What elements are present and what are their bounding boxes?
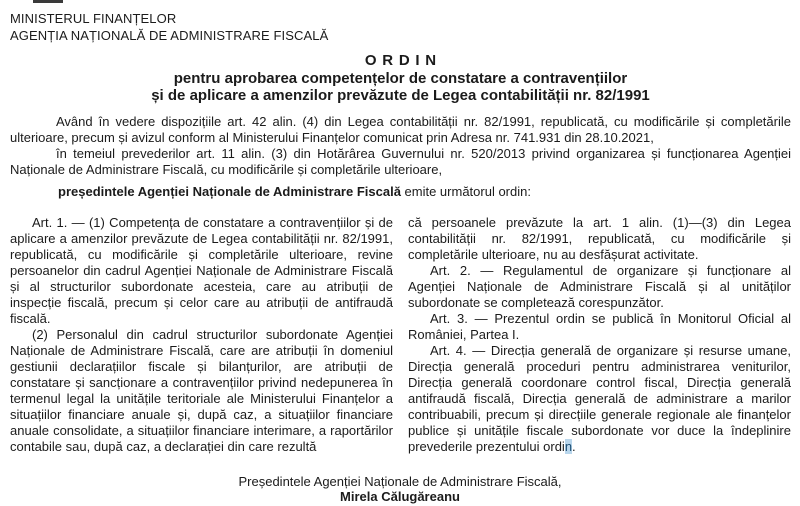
article-3-paragraph: Art. 3. — Prezentul ordin se publică în Monitorul Oficial al României, Partea I.: [408, 311, 791, 342]
scan-artifact: [33, 0, 63, 3]
signature-name: Mirela Călugăreanu: [340, 489, 460, 504]
issuer-ministry: MINISTERUL FINANȚELOR: [10, 11, 177, 26]
enacting-authority: președintele Agenției Naționale de Administrare Fiscală: [58, 184, 401, 199]
article-1-paragraph-2: (2) Personalul din cadrul structurilor subordonate Agenției Naționale de Administrare Fiscală, care are atribuții în domeniul gestiunii declarațiilor fiscale și bilanțurilor, are atribuții de constatare și sancționare a contravențiilor privind nedepunerea în termenul legal la unitățile teritoriale ale Ministerului Finanțelor a situațiilor financiare anuale și, după caz, a situațiilor financiare anuale consolidate, a situațiilor financiare interimare, a raportărilor contabile sau, după caz, a declarației din care rezultă: [10, 327, 393, 454]
preamble-paragraph-2: în temeiul prevederilor art. 11 alin. (3) din Hotărârea Guvernului nr. 520/2013 privind organizarea și funcționarea Agenției Naționale de Administrare Fiscală, cu modificările și completările ulterioare,: [10, 146, 791, 177]
article-1-continuation: că persoanele prevăzute la art. 1 alin. (1)—(3) din Legea contabilității nr. 82/1991, republicată, cu modificările și completările ulterioare, nu au desfășurat activitate.: [408, 215, 791, 262]
issuer-agency: AGENȚIA NAȚIONALĂ DE ADMINISTRARE FISCALĂ: [10, 28, 329, 43]
article-4-highlighted-letter: n: [564, 439, 573, 454]
signature-role: Președintele Agenției Naționale de Administrare Fiscală,: [238, 474, 562, 489]
left-column: [10, 215, 393, 455]
enacting-formula: [10, 184, 791, 200]
title-line-2: și de aplicare a amenzilor prevăzute de Legea contabilității nr. 82/1991: [151, 87, 650, 104]
two-column-body: [10, 215, 791, 455]
article-1-paragraph-1: Art. 1. — (1) Competența de constatare a contravențiilor și de aplicare a amenzilor prevăzute de Legea contabilității nr. 82/1991, republicată, cu modificările și completările ulterioare, revine persoanelor din cadrul Agenției Naționale de Administrare Fiscală și al structurilor subordonate acesteia, care au atribuții de inspecție fiscală, precum și celor care au atribuții de antifraudă fiscală.: [10, 215, 393, 326]
document-kind-heading: ORDIN: [364, 52, 442, 69]
issuer-block: [10, 10, 791, 44]
article-4-paragraph: [408, 343, 791, 455]
article-4-text: Art. 4. — Direcția generală de organizare și resurse umane, Direcția generală proceduri pentru administrarea veniturilor, Direcția generală coordonare control fiscal, Direcția generală antifraudă fiscală, Direcția generală de administrare a marilor contribuabili, precum și direcțiile generale regionale ale finanțelor publice și unitățile fiscale subordonate vor duce la îndeplinire prevederile prezentului ordi: [408, 343, 791, 454]
enacting-formula-rest: emite următorul ordin:: [400, 184, 531, 199]
title-line-1: pentru aprobarea competențelor de constatare a contravențiilor: [173, 70, 628, 87]
article-4-period: .: [572, 439, 576, 454]
document-title: [10, 70, 791, 104]
article-2-paragraph: Art. 2. — Regulamentul de organizare și funcționare al Agenției Naționale de Administrare Fiscală și al unităților subordonate se completează corespunzător.: [408, 263, 791, 310]
right-column: [408, 215, 791, 455]
signature-block: [0, 474, 800, 504]
preamble-paragraph-1: Având în vedere dispozițiile art. 42 alin. (4) din Legea contabilității nr. 82/1991, republicată, cu modificările și completările ulterioare, precum și avizul conform al Ministerului Finanțelor comunicat prin Adresa nr. 741.931 din 28.10.2021,: [10, 114, 791, 145]
